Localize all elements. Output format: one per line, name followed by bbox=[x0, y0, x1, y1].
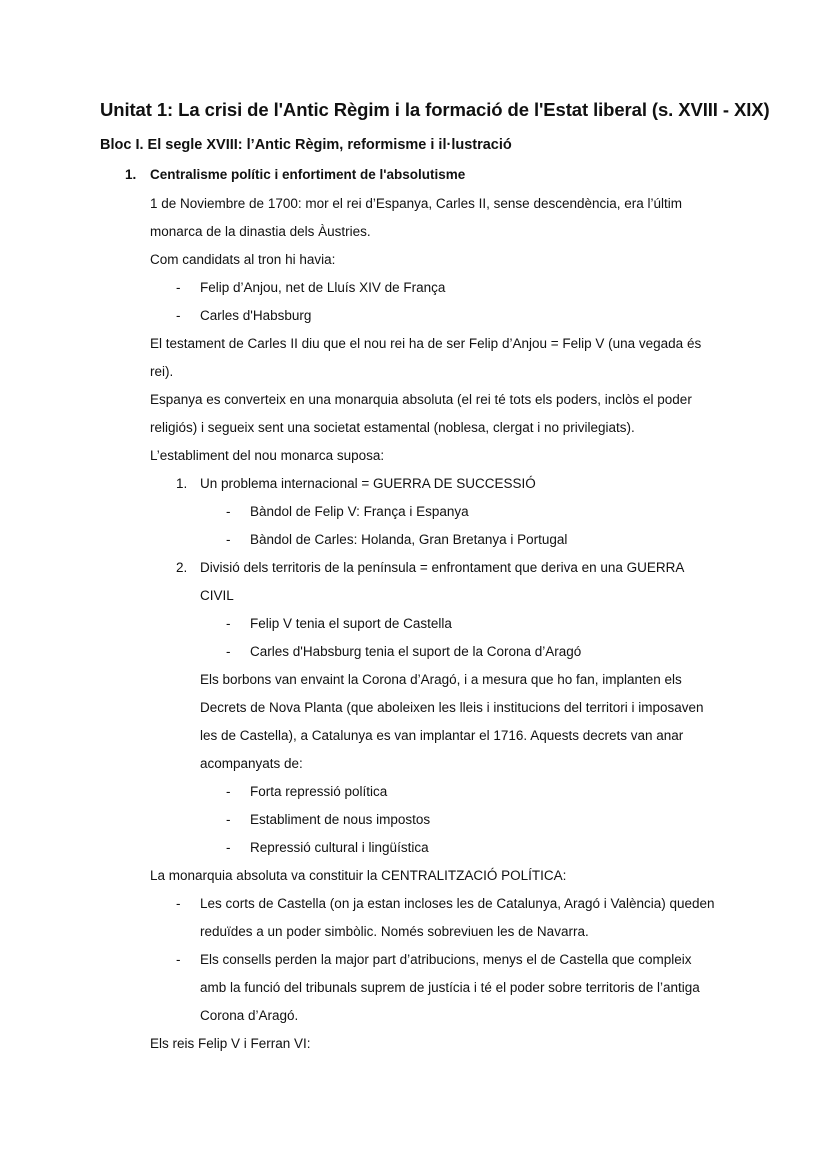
dash-bullet: - bbox=[176, 308, 181, 323]
document-title: Unitat 1: La crisi de l'Antic Règim i la formació de l'Estat liberal (s. XVIII - XIX) bbox=[100, 99, 770, 120]
dash-bullet: - bbox=[226, 532, 231, 547]
list-item: reduïdes a un poder simbòlic. Només sobreviuen les de Navarra. bbox=[200, 924, 589, 939]
list-item: Felip V tenia el suport de Castella bbox=[250, 616, 452, 631]
dash-bullet: - bbox=[176, 280, 181, 295]
list-item: Forta repressió política bbox=[250, 784, 388, 799]
paragraph-line: Els borbons van envaint la Corona d’Aragó, i a mesura que ho fan, implanten els bbox=[200, 672, 682, 687]
paragraph-line: Espanya es converteix en una monarquia absoluta (el rei té tots els poders, inclòs el poder bbox=[150, 392, 692, 407]
paragraph-line: Els reis Felip V i Ferran VI: bbox=[150, 1036, 311, 1051]
paragraph-line: Decrets de Nova Planta (que aboleixen les lleis i institucions del territori i imposaven bbox=[200, 700, 704, 715]
paragraph-line: religiós) i segueix sent una societat estamental (noblesa, clergat i no privilegiats). bbox=[150, 420, 635, 435]
list-item: Carles d'Habsburg tenia el suport de la Corona d’Aragó bbox=[250, 644, 582, 659]
bloc-heading: Bloc I. El segle XVIII: l’Antic Règim, reformisme i il·lustració bbox=[100, 137, 512, 153]
dash-bullet: - bbox=[226, 504, 231, 519]
dash-bullet: - bbox=[226, 784, 231, 799]
dash-bullet: - bbox=[176, 952, 181, 967]
dash-bullet: - bbox=[226, 616, 231, 631]
list-item: Bàndol de Carles: Holanda, Gran Bretanya i Portugal bbox=[250, 532, 568, 547]
list-number: 1. bbox=[176, 476, 188, 491]
list-item: CIVIL bbox=[200, 588, 234, 603]
paragraph-line: Com candidats al tron hi havia: bbox=[150, 252, 336, 267]
paragraph-line: La monarquia absoluta va constituir la CENTRALITZACIÓ POLÍTICA: bbox=[150, 868, 567, 883]
paragraph-line: rei). bbox=[150, 364, 174, 379]
list-item: Un problema internacional = GUERRA DE SUCCESSIÓ bbox=[200, 476, 536, 491]
section-title: Centralisme polític i enfortiment de l'absolutisme bbox=[150, 167, 466, 182]
paragraph-line: les de Castella), a Catalunya es van implantar el 1716. Aquests decrets van anar bbox=[200, 728, 684, 743]
dash-bullet: - bbox=[226, 812, 231, 827]
paragraph-line: El testament de Carles II diu que el nou rei ha de ser Felip d’Anjou = Felip V (una vegada és bbox=[150, 336, 702, 351]
list-item: Repressió cultural i lingüística bbox=[250, 840, 429, 855]
list-item: Establiment de nous impostos bbox=[250, 812, 431, 827]
list-number: 2. bbox=[176, 560, 188, 575]
paragraph-line: L’establiment del nou monarca suposa: bbox=[150, 448, 385, 463]
dash-bullet: - bbox=[176, 896, 181, 911]
dash-bullet: - bbox=[226, 840, 231, 855]
list-item: Divisió dels territoris de la península = enfrontament que deriva en una GUERRA bbox=[200, 560, 685, 575]
dash-bullet: - bbox=[226, 644, 231, 659]
list-item: Bàndol de Felip V: França i Espanya bbox=[250, 504, 469, 519]
paragraph-line: monarca de la dinastia dels Àustries. bbox=[150, 224, 371, 239]
paragraph-line: 1 de Noviembre de 1700: mor el rei d’Espanya, Carles II, sense descendència, era l’últim bbox=[150, 196, 683, 211]
paragraph-line: acompanyats de: bbox=[200, 756, 303, 771]
list-item: Les corts de Castella (on ja estan incloses les de Catalunya, Aragó i València) queden bbox=[200, 896, 715, 911]
list-item: amb la funció del tribunals suprem de justícia i té el poder sobre territoris de l’antiga bbox=[200, 980, 700, 995]
section-number: 1. bbox=[125, 167, 137, 182]
list-item: Corona d’Aragó. bbox=[200, 1008, 299, 1023]
list-item: Carles d'Habsburg bbox=[200, 308, 312, 323]
list-item: Els consells perden la major part d’atribucions, menys el de Castella que compleix bbox=[200, 952, 692, 967]
list-item: Felip d’Anjou, net de Lluís XIV de França bbox=[200, 280, 446, 295]
